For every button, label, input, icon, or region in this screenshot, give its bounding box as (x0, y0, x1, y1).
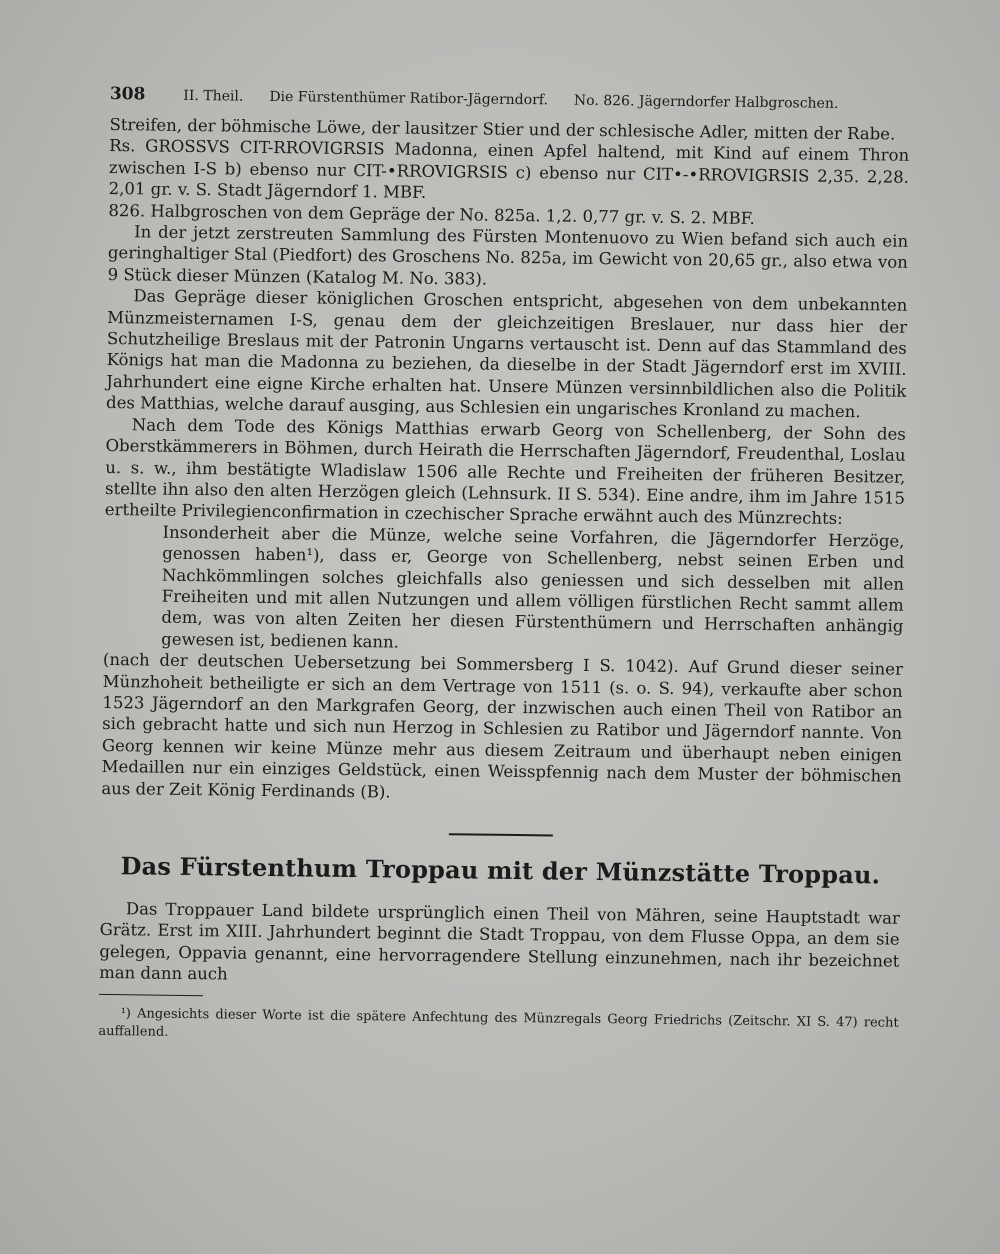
section-divider (449, 833, 553, 836)
page-number: 308 (109, 84, 146, 105)
section-text (99, 898, 900, 993)
header-entry: No. 826. Jägerndorfer Halbgroschen. (573, 92, 839, 112)
paragraph-quote: Insonderheit aber die Münze, welche seine Vorfahren, die Jägerndorfer Herzöge, genossen haben¹), dass er, George von Schellenberg, nebst seinen Erben und Nachkömmlingen solches gleichfalls also geniessen und sich desselben mit allen Freiheiten und mit allen Nutzungen und allem völligen fürstlichen Recht sammt allem dem, was von alten Zeiten her diesen Fürstenthümern und Herrschaften anhängig gewesen ist, bedienen kann. (161, 522, 905, 652)
header-part: II. Theil. (183, 87, 244, 105)
paragraph-continuation: Streifen, der böhmische Löwe, der lausitzer Stier und der schlesische Adler, mitten der Rabe. (109, 114, 896, 144)
paragraph-sommersberg: (nach der deutschen Uebersetzung bei Sommersberg I S. 1042). Auf Grund dieser seiner Münzhoheit betheiligte er sich an dem Vertrage von 1511 (s. o. S. 94), verkaufte aber schon 1523 Jägerndorf an den Markgrafen Georg, der inzwischen auch einen Theil von Ratibor an sich gebracht hatte und sich nun Herzog in Schlesien zu Ratibor und Jägerndorf nannte. Von Georg kennen wir keine Münze mehr aus diesem Zeitraum und überhaupt neben einigen Medaillen nur ein einziges Geldstück, einen Weisspfennig nach dem Muster der böhmischen aus der Zeit König Ferdinands (B). (101, 650, 904, 802)
paragraph-gepraege: Das Gepräge dieser königlichen Groschen entspricht, abgesehen von dem unbekannten Münzmeisternamen I-S, genau dem der gleichzeitigen Breslauer, nur dass hier der Schutzheilige Breslaus mit der Patronin Ungarns vertauscht ist. Denn auf das Stammland des Königs hat man die Madonna zu beziehen, da dieselbe in der Stadt Jägerndorf erst im XVIII. Jahrhundert eine eigne Kirche erhalten hat. Unsere Münzen versinnbildlichen also die Politik des Matthias, welche darauf ausging, aus Schlesien ein ungarisches Kronland zu machen. (105, 286, 908, 422)
page-content (98, 84, 910, 1050)
footnote (98, 1005, 898, 1051)
paragraph-troppau: Das Troppauer Land bildete ursprünglich einen Theil von Mähren, seine Hauptstadt war Grätz. Erst im XIII. Jahrhundert beginnt die Stadt Troppau, von dem Flusse Oppa, an dem sie gelegen, Oppavia genannt, eine hervorragendere Stellung einzunehmen, nach ihr bezeichnet man dann auch (99, 899, 900, 984)
footnote-divider (99, 994, 203, 996)
section-title: Das Fürstenthum Troppau mit der Münzstätte Troppau. (120, 851, 881, 890)
paragraph-entry-826: 826. Halbgroschen von dem Gepräge der No. 825a. 1,2. 0,77 gr. v. S. 2. MBF. (108, 200, 755, 228)
main-text (101, 114, 909, 809)
running-header (110, 84, 910, 114)
paragraph-montenuovo: In der jetzt zerstreuten Sammlung des Fürsten Montenuovo zu Wien befand sich auch ein geringhaltiger Stal (Piedfort) des Groschens No. 825a, im Gewicht von 20,65 gr., also etwa von 9 Stück dieser Münzen (Katalog M. No. 383). (107, 222, 909, 289)
paragraph-reverse-description: Rs. GROSSVS CIT-RROVIGRSIS Madonna, einen Apfel haltend, mit Kind auf einem Thron zwischen I-S b) ebenso nur CIT-•RROVIGRSIS c) ebenso nur CIT•-•RROVIGRSIS 2,35. 2,28. 2,01 gr. v. S. Stadt Jägerndorf 1. MBF. (108, 136, 910, 203)
footnote-text: ¹) Angesichts dieser Worte ist die spätere Anfechtung des Münzregals Georg Friedrichs (Zeitschr. XI S. 47) recht auffallend. (98, 1005, 899, 1040)
paragraph-schellenberg: Nach dem Tode des Königs Matthias erwarb Georg von Schellenberg, der Sohn des Oberstkämmerers in Böhmen, durch Heirath die Herrschaften Jägerndorf, Freudenthal, Loslau u. s. w., ihm bestätigte Wladislaw 1506 alle Rechte und Freiheiten der früheren Besitzer, stellte ihn also den alten Herzögen gleich (Lehnsurk. II S. 534). Eine andre, ihm im Jahre 1515 ertheilte Privilegienconfirmation in czechischer Sprache erwähnt auch des Münzrechts: (104, 414, 906, 529)
header-chapter: Die Fürstenthümer Ratibor-Jägerndorf. (269, 88, 549, 109)
